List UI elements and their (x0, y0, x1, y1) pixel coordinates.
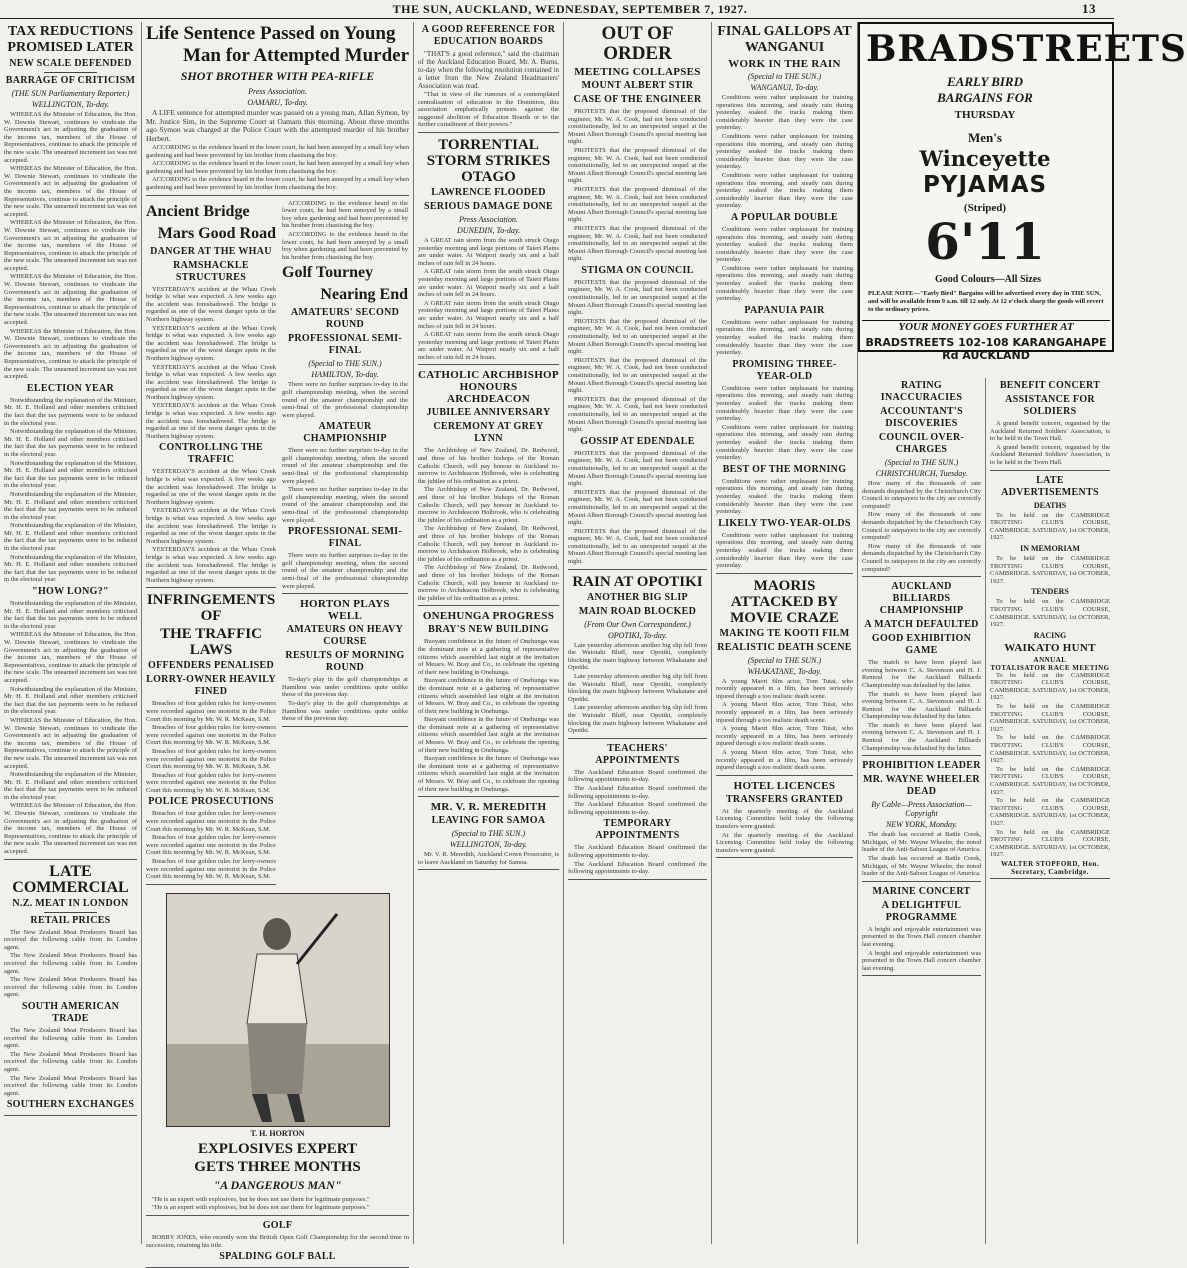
meat-body-2: The New Zealand Meat Producers Board has received the following cable from its London agent. The New Zealand Meat Producers Board has received the following cable from its London agent. The New Zealand Meat Producers Board has received the following cable from its London agent. (4, 1026, 137, 1097)
tax-deck-2: BARRAGE OF CRITICISM (5, 75, 136, 86)
race-meeting: TOTALISATOR RACE MEETING (990, 663, 1110, 672)
licences-story (716, 780, 853, 859)
opotiki-deck-1: ANOTHER BIG SLIP (587, 591, 688, 603)
storm-source: Press Association. (459, 214, 518, 224)
meat-deck: N.Z. MEAT IN LONDON (12, 897, 129, 909)
tax-dateline: WELLINGTON, To-day. (31, 100, 110, 109)
traffic-deck-2: LORRY-OWNER HEAVILY FINED (146, 674, 276, 698)
life-source: Press Association. (248, 87, 307, 96)
bridge-deck-1: DANGER AT THE WHAU (150, 245, 272, 257)
gallops-body-3: Conditions were rather unpleasant for training operations this morning, and steady rain during yesterday soaked the tracks making them considerably heavier than they were the case yesterday. (716, 318, 853, 357)
horton-story (282, 598, 408, 727)
maoris-headline: MAORIS ATTACKED BY MOVIE CRAZE (730, 577, 839, 626)
prohibition-dateline: NEW YORK, Monday. (885, 820, 958, 830)
billiards-story (862, 581, 981, 756)
tax-source: (THE SUN Parliamentary Reporter.) (11, 89, 130, 98)
masthead-dateline: THE SUN, AUCKLAND, WEDNESDAY, SEPTEMBER 7, 1927. (392, 2, 748, 16)
gallops-subhead-4: BEST OF THE MORNING (722, 463, 847, 475)
golf-headline-1: Golf Tourney (282, 264, 374, 282)
meat-story (4, 864, 137, 1117)
rating-source: (Special to THE SUN.) (884, 458, 959, 467)
order-body: PROTESTS that the proposed dismissal of the engineer, Mr. W. A. Cook, had not been conducted constitutionally, led to an unexpected sequel at the Mount Albert Borough Council's special meeting last night. PROTESTS that the proposed dismissal of the engineer, Mr. W. A. Cook, had not been conducted constitutionally, led to an unexpected sequel at the Mount Albert Borough Council's special meeting last night. PROTESTS that the proposed dismissal of the engineer, Mr. W. A. Cook, had not been conducted constitutionally, led to an unexpected sequel at the Mount Albert Borough Council's special meeting last night. PROTESTS that the proposed dismissal of the engineer, Mr. W. A. Cook, had not been conducted constitutionally, led to an unexpected sequel at the Mount Albert Borough Council's special meeting last night. (568, 108, 707, 263)
column-2 (142, 22, 414, 1263)
opotiki-deck-2: MAIN ROAD BLOCKED (578, 605, 697, 617)
bradstreets-advertisement (858, 22, 1187, 362)
meredith-source: (Special to THE SUN.) (451, 829, 526, 839)
storm-deck-1: LAWRENCE FLOODED (431, 186, 546, 198)
explosives-body: "He is an expert with explosives, but he does not use them for legitimate purposes." "He is an expert with explosives, but he does not use them for legitimate purposes." (152, 1195, 370, 1212)
archbishop-deck-1: JUBILEE ANNIVERSARY (426, 407, 551, 419)
column-4 (564, 22, 712, 1244)
ad-note: PLEASE NOTE—"Early Bird" Bargains will be advertised every day in THE SUN, and will be available from 9 a.m. till 12 only. At 12 o'clock sharp the goods will revert to the ordinary prices. (868, 290, 1104, 313)
ad-good-colours: Good Colours—All Sizes (934, 274, 1042, 285)
golf-ad (146, 1220, 409, 1268)
rating-body: How many of the thousands of rate demands dispatched by the Christchurch City Council to ratepayers in the city are correctly computed? How many of the thousands of rate demands dispatched by the Christchurch City Council to ratepayers in the city are correctly computed? How many of the thousands of rate demands dispatched by the Christchurch City Council to ratepayers in the city are correctly computed? (862, 480, 981, 573)
gallops-body: Conditions were rather unpleasant for training operations this morning, and steady rain during yesterday soaked the tracks making them considerably heavier than they were the case yesterday. Conditions were rather unpleasant for training operations this morning, and steady rain during yesterday soaked the tracks making them considerably heavier than they were the case yesterday. Conditions were rather unpleasant for training operations this morning, and steady rain during yesterday soaked the tracks making them considerably heavier than they were the case yesterday. (716, 94, 853, 210)
ad-price: 6'11 (925, 212, 1045, 271)
billiards-deck-2: GOOD EXHIBITION GAME (871, 633, 972, 657)
column-6a (858, 378, 986, 1244)
ad-pyjamas: PYJAMAS (922, 172, 1048, 198)
page-number: 13 (1082, 1, 1096, 16)
concert-body: A bright and enjoyable entertainment was presented in the Town Hall concert chamber last evening. A bright and enjoyable entertainment was presented in the Town Hall concert chamber last evening. (862, 925, 981, 972)
order-body-2: PROTESTS that the proposed dismissal of the engineer, Mr. W. A. Cook, had not been conducted constitutionally, led to an unexpected sequel at the Mount Albert Borough Council's special meeting last night. PROTESTS that the proposed dismissal of the engineer, Mr. W. A. Cook, had not been conducted constitutionally, led to an unexpected sequel at the Mount Albert Borough Council's special meeting last night. PROTESTS that the proposed dismissal of the engineer, Mr. W. A. Cook, had not been conducted constitutionally, led to an unexpected sequel at the Mount Albert Borough Council's special meeting last night. PROTESTS that the proposed dismissal of the engineer, Mr. W. A. Cook, had not been conducted constitutionally, led to an unexpected sequel at the Mount Albert Borough Council's special meeting last night. (568, 278, 707, 434)
onehunga-story (418, 610, 559, 797)
golf-ad-footer: SPALDING GOLF BALL (219, 1251, 336, 1263)
teachers-headline: TEACHERS' APPOINTMENTS (595, 742, 680, 766)
onehunga-body: Buoyant confidence in the future of Onehunga was the dominant note at a gathering of representative citizens which assembled last night at the invitation of Messrs. W. Bray and Co., to celebrate the opening of their new building in Onehunga. Buoyant confidence in the future of Onehunga was the dominant note at a gathering of representative citizens which assembled last night at the invitation of Messrs. W. Bray and Co., to celebrate the opening of their new building in Onehunga. Buoyant confidence in the future of Onehunga was the dominant note at a gathering of representative citizens which assembled last night at the invitation of Messrs. W. Bray and Co., to celebrate the opening of their new building in Onehunga. Buoyant confidence in the future of Onehunga was the dominant note at a gathering of representative citizens which assembled last night at the invitation of Messrs. W. Bray and Co., to celebrate the opening of their new building in Onehunga. (418, 638, 559, 793)
teachers-story (568, 743, 707, 880)
rating-headline: RATING INACCURACIES (880, 380, 963, 403)
golf-story (282, 263, 408, 594)
storm-story (418, 137, 559, 366)
concert-headline: MARINE CONCERT (872, 885, 971, 897)
billiards-headline: AUCKLAND BILLIARDS CHAMPIONSHIP (879, 581, 964, 617)
life-headline-2: Man for Attempted Murder (182, 45, 409, 66)
deaths-heading: DEATHS (1033, 500, 1067, 510)
meat-subhead: RETAIL PRICES (30, 914, 111, 926)
life-sentence-story (146, 24, 409, 196)
prohibition-deck: MR. WAYNE WHEELER DEAD (863, 774, 980, 798)
archbishop-deck-2: CEREMONY AT GREY LYNN (433, 421, 544, 445)
bridge-deck-2: RAMSHACKLE STRUCTURES (173, 259, 249, 283)
horton-deck: AMATEURS ON HEAVY COURSE (286, 624, 404, 648)
gallops-body-2: Conditions were rather unpleasant for training operations this morning, and steady rain during yesterday soaked the tracks making them considerably heavier than they were the case yesterday. Conditions were rather unpleasant for training operations this morning, and steady rain during yesterday soaked the tracks making them considerably heavier than they were the case yesterday. (716, 225, 853, 303)
annual-label: ANNUAL (1033, 655, 1067, 664)
teachers-subhead: TEMPORARY APPOINTMENTS (595, 818, 680, 842)
life-headline-1: Life Sentence Passed on Young (146, 23, 396, 44)
tenders-body: To be held on the CAMBRIDGE TROTTING CLUB'S COURSE, CAMBRIDGE. SATURDAY, 1st OCTOBER, 1927. (990, 598, 1110, 629)
golf-deck-2: PROFESSIONAL SEMI-FINAL (287, 333, 403, 357)
prohibition-headline: PROHIBITION LEADER (862, 760, 981, 772)
opotiki-headline: RAIN AT OPOTIKI (572, 573, 703, 590)
billiards-body: The match to have been played last evening between C. A. Stevenson and H. J. Rentoul for the Auckland Billiards Championship was defaulted by the latter. The match to have been played last evening between C. A. Stevenson and H. J. Rentoul for the Auckland Billiards Championship was defaulted by the latter. The match to have been played last evening between C. A. Stevenson and H. J. Rentoul for the Auckland Billiards Championship was defaulted by the latter. (862, 659, 981, 752)
ad-mens: Men's (968, 130, 1002, 145)
meredith-body: Mr. V. R. Meredith, Auckland Crown Prosecutor, is to leave Auckland on Saturday for Samoa. (418, 851, 559, 866)
bridge-story (146, 202, 276, 589)
onehunga-deck: BRAY'S NEW BUILDING (428, 624, 549, 636)
maoris-body: A young Maori film actor, Tom Tutai, who recently appeared in a film, has been seriously injured through a too realistic death scene. A young Maori film actor, Tom Tutai, who recently appeared in a film, has been seriously injured through a too realistic death scene. A young Maori film actor, Tom Tutai, who recently appeared in a film, has been seriously injured through a too realistic death scene. A young Maori film actor, Tom Tutai, who recently appeared in a film, has been seriously injured through a too realistic death scene. (716, 677, 853, 772)
explosives-story (146, 1141, 409, 1216)
tax-body-3: Notwithstanding the explanation of the Minister, Mr. H. E. Holland and other members criticised the fact that the tax payments were to be reduced in the electoral year. WHEREAS the Minister of Education, the Hon. W. Downie Stewart, continues to vindicate the Government's act in adjusting the graduation of the income tax, members of the House of Representatives, continue to attack the principle of the new scale. The unearned increment tax was not accepted. Notwithstanding the explanation of the Minister, Mr. H. E. Holland and other members criticised the fact that the tax payments were to be reduced in the electoral year. WHEREAS the Minister of Education, the Hon. W. Downie Stewart, continues to vindicate the Government's act in adjusting the graduation of the income tax, members of the House of Representatives, continue to attack the principle of the new scale. The unearned increment tax was not accepted. Notwithstanding the explanation of the Minister, Mr. H. E. Holland and other members criticised the fact that the tax payments were to be reduced in the electoral year. WHEREAS the Minister of Education, the Hon. W. Downie Stewart, continues to vindicate the Government's act in adjusting the graduation of the income tax, members of the House of Representatives, continue to attack the principle of the new scale. The unearned increment tax was not accepted. (4, 600, 137, 856)
gallops-source: (Special to THE SUN.) (747, 72, 822, 81)
horton-deck-2: RESULTS OF MORNING ROUND (285, 650, 405, 674)
column-3 (414, 22, 564, 1244)
ad-day: THURSDAY (954, 109, 1016, 121)
opotiki-story (568, 574, 707, 739)
order-deck-2: MOUNT ALBERT STIR (581, 80, 694, 91)
tax-subhead-election: ELECTION YEAR (26, 382, 115, 394)
column-6-lower (858, 378, 1114, 1244)
gallops-subhead-3: PROMISING THREE-YEAR-OLD (732, 358, 837, 382)
order-body-3: PROTESTS that the proposed dismissal of the engineer, Mr. W. A. Cook, had not been conducted constitutionally, led to an unexpected sequel at the Mount Albert Borough Council's special meeting last night. PROTESTS that the proposed dismissal of the engineer, Mr. W. A. Cook, had not been conducted constitutionally, led to an unexpected sequel at the Mount Albert Borough Council's special meeting last night. PROTESTS that the proposed dismissal of the engineer, Mr. W. A. Cook, had not been conducted constitutionally, led to an unexpected sequel at the Mount Albert Borough Council's special meeting last night. (568, 449, 707, 566)
concert-deck: A DELIGHTFUL PROGRAMME (881, 899, 962, 923)
golf-subhead-professional: PROFESSIONAL SEMI-FINAL (287, 526, 403, 550)
golf-ad-body: BOBBY JONES, who recently won the British Open Golf Championship for the second time in succession, retaining his title. (146, 1234, 409, 1249)
gallops-story (716, 24, 853, 574)
order-story (568, 24, 707, 570)
teachers-body-2: The Auckland Education Board confirmed the following appointments to-day. The Auckland Education Board confirmed the following appointments to-day. (568, 844, 707, 876)
reference-body: "That in view of the rumours of a contemplated centralisation of education in the Dominion, this association emphatically protests against the suggested abolition of Education Boards or to the further curtailment of their powers." (418, 91, 559, 129)
gallops-subhead-5: LIKELY TWO-YEAR-OLDS (718, 517, 851, 529)
order-headline: OUT OF ORDER (601, 23, 674, 64)
golf-subhead-amateur: AMATEUR CHAMPIONSHIP (303, 421, 387, 445)
reference-story (418, 24, 559, 133)
masthead (0, 0, 1114, 19)
waikato-hunt: WAIKATO HUNT (1004, 641, 1096, 654)
tax-deck-1: NEW SCALE DEFENDED (9, 58, 132, 69)
column-5 (712, 22, 858, 1244)
bridge-body: YESTERDAY'S accident at the Whau Creek bridge is what was expected. A few weeks ago the accident was foreshadowed. The bridge is regarded as one of the worst danger spots in the Northern highway system. YESTERDAY'S accident at the Whau Creek bridge is what was expected. A few weeks ago the accident was foreshadowed. The bridge is regarded as one of the worst danger spots in the Northern highway system. YESTERDAY'S accident at the Whau Creek bridge is what was expected. A few weeks ago the accident was foreshadowed. The bridge is regarded as one of the worst danger spots in the Northern highway system. YESTERDAY'S accident at the Whau Creek bridge is what was expected. A few weeks ago the accident was foreshadowed. The bridge is regarded as one of the worst danger spots in the Northern highway system. (146, 285, 276, 440)
life-body-continued: ACCORDING to the evidence heard in the lower court, he had been annoyed by a small boy when gardening and had been prevented by his brother from chastising the boy. ACCORDING to the evidence heard in the lower court, he had been annoyed by a small boy when gardening and had been prevented by his brother from chastising the boy. (282, 199, 408, 261)
racing-heading: RACING (1033, 630, 1067, 640)
tax-body-2: Notwithstanding the explanation of the Minister, Mr. H. E. Holland and other members criticised the fact that the tax payments were to be reduced in the electoral year. Notwithstanding the explanation of the Minister, Mr. H. E. Holland and other members criticised the fact that the tax payments were to be reduced in the electoral year. Notwithstanding the explanation of the Minister, Mr. H. E. Holland and other members criticised the fact that the tax payments were to be reduced in the electoral year. Notwithstanding the explanation of the Minister, Mr. H. E. Holland and other members criticised the fact that the tax payments were to be reduced in the electoral year. Notwithstanding the explanation of the Minister, Mr. H. E. Holland and other members criticised the fact that the tax payments were to be reduced in the electoral year. Notwithstanding the explanation of the Minister, Mr. H. E. Holland and other members criticised the fact that the tax payments were to be reduced in the electoral year. (4, 396, 137, 584)
traffic-subhead: POLICE PROSECUTIONS (148, 796, 274, 808)
explosives-headline-2: GETS THREE MONTHS (194, 1158, 361, 1175)
golf-source: (Special to THE SUN.) (308, 359, 382, 369)
bridge-headline-2: Mars Good Road (157, 224, 276, 242)
tenders-heading: TENDERS (1031, 587, 1069, 597)
meat-footer: SOUTHERN EXCHANGES (6, 1099, 135, 1111)
gallops-body-6: Conditions were rather unpleasant for training operations this morning, and steady rain during yesterday soaked the tracks making them considerably heavier than they were the case yesterday. (716, 531, 853, 570)
gallops-dateline: WANGANUI, To-day. (750, 83, 819, 92)
traffic-story (146, 592, 276, 884)
bridge-subhead: CONTROLLING THE TRAFFIC (158, 442, 264, 466)
late-ads (990, 475, 1110, 879)
life-body: ACCORDING to the evidence heard in the lower court, he had been annoyed by a small boy when gardening and had been prevented by his brother from chastising the boy. ACCORDING to the evidence heard in the lower court, he had been annoyed by a small boy when gardening and had been prevented by his brother from chastising the boy. ACCORDING to the evidence heard in the lower court, he had been annoyed by a small boy when gardening and had been prevented by his brother from chastising the boy. (146, 144, 409, 191)
gallops-body-4: Conditions were rather unpleasant for training operations this morning, and steady rain during yesterday soaked the tracks making them considerably heavier than they were the case yesterday. Conditions were rather unpleasant for training operations this morning, and steady rain during yesterday soaked the tracks making them considerably heavier than they were the case yesterday. (716, 384, 853, 462)
onehunga-headline: ONEHUNGA PROGRESS (422, 610, 555, 623)
golf-deck-1: AMATEURS' SECOND ROUND (290, 307, 400, 331)
life-dateline: OAMARU, To-day. (247, 98, 308, 107)
bridge-body-2: YESTERDAY'S accident at the Whau Creek bridge is what was expected. A few weeks ago the accident was foreshadowed. The bridge is regarded as one of the worst danger spots in the Northern highway system. YESTERDAY'S accident at the Whau Creek bridge is what was expected. A few weeks ago the accident was foreshadowed. The bridge is regarded as one of the worst danger spots in the Northern highway system. YESTERDAY'S accident at the Whau Creek bridge is what was expected. A few weeks ago the accident was foreshadowed. The bridge is regarded as one of the worst danger spots in the Northern highway system. (146, 468, 276, 584)
golf-body-2: There were no further surprises to-day in the golf championship meeting, when the second round of the amateur championship and the semi-final of the professional championship were played. There were no further surprises to-day in the golf championship meeting, when the second round of the amateur championship and the semi-final of the professional championship were played. (282, 447, 408, 524)
order-subhead-gossip: GOSSIP AT EDENDALE (580, 435, 695, 447)
traffic-body: Breaches of four golden rules for lorry-owners were recorded against one motorist in the Police Court this morning by Mr. W. R. McKean, S.M. Breaches of four golden rules for lorry-owners were recorded against one motorist in the Police Court this morning by Mr. W. R. McKean, S.M. Breaches of four golden rules for lorry-owners were recorded against one motorist in the Police Court this morning by Mr. W. R. McKean, S.M. Breaches of four golden rules for lorry-owners were recorded against one motorist in the Police Court this morning by Mr. W. R. McKean, S.M. (146, 700, 276, 794)
deaths-body: To be held on the CAMBRIDGE TROTTING CLUB'S COURSE, CAMBRIDGE. SATURDAY, 1st OCTOBER, 1927. (990, 511, 1110, 542)
life-deck: SHOT BROTHER WITH PEA-RIFLE (180, 69, 375, 83)
tax-headline: TAX REDUCTIONS PROMISED LATER (7, 24, 134, 55)
explosives-headline-1: EXPLOSIVES EXPERT (197, 1140, 358, 1157)
traffic-headline-1: INFRINGEMENTS OF (146, 592, 276, 625)
meredith-headline: MR. V. R. MEREDITH (430, 801, 547, 814)
ad-brand: BRADSTREETS (866, 28, 1187, 70)
benefit-story (990, 380, 1110, 471)
memoriam-heading: IN MEMORIAM (1020, 543, 1080, 553)
meat-headline: LATE COMMERCIAL (12, 862, 129, 896)
concert-story (862, 886, 981, 977)
ad-striped: (Striped) (963, 202, 1007, 214)
explosives-deck: "A DANGEROUS MAN" (213, 1177, 342, 1192)
ad-early-bird: EARLY BIRD BARGAINS FOR (937, 74, 1033, 105)
reference-quote: "THAT'S a good reference," said the chairman of the Auckland Education Board, Mr. A. Burns, to-day when the following resolution contained in a letter from the New Zealand Headmasters' Association was read. (418, 50, 559, 90)
meredith-story (418, 801, 559, 870)
maoris-dateline: WHAKATANE, To-day. (747, 666, 822, 676)
opotiki-body: Late yesterday afternoon another big slip fell from the Waiotahi Bluff, near Opotiki, completely blocking the main highway between Whakatane and Opotiki. Late yesterday afternoon another big slip fell from the Waiotahi Bluff, near Opotiki, completely blocking the main highway between Whakatane and Opotiki. Late yesterday afternoon another big slip fell from the Waiotahi Bluff, near Opotiki, completely blocking the main highway between Whakatane and Opotiki. (568, 641, 707, 735)
column-1 (0, 22, 142, 1244)
ad-winceyette: Winceyette (919, 146, 1051, 171)
secretary: WALTER STOPFORD, Hon. Secretary, Cambridge. (1000, 859, 1100, 876)
ad-address: BRADSTREETS 102-108 KARANGAHAPE Rd AUCKLAND (865, 336, 1107, 362)
maoris-deck-1: MAKING TE KOOTI FILM (719, 627, 850, 639)
column-6b (986, 378, 1114, 1244)
reference-headline: A GOOD REFERENCE FOR EDUCATION BOARDS (421, 24, 556, 47)
tax-body: WHEREAS the Minister of Education, the Hon. W. Downie Stewart, continues to vindicate the Government's act in adjusting the graduation of the income tax, members of the House of Representatives, continue to attack the principle of the new scale. The unearned increment tax was not accepted. WHEREAS the Minister of Education, the Hon. W. Downie Stewart, continues to vindicate the Government's act in adjusting the graduation of the income tax, members of the House of Representatives, continue to attack the principle of the new scale. The unearned increment tax was not accepted. WHEREAS the Minister of Education, the Hon. W. Downie Stewart, continues to vindicate the Government's act in adjusting the graduation of the income tax, members of the House of Representatives, continue to attack the principle of the new scale. The unearned increment tax was not accepted. WHEREAS the Minister of Education, the Hon. W. Downie Stewart, continues to vindicate the Government's act in adjusting the graduation of the income tax, members of the House of Representatives, continue to attack the principle of the new scale. The unearned increment tax was not accepted. WHEREAS the Minister of Education, the Hon. W. Downie Stewart, continues to vindicate the Government's act in adjusting the graduation of the income tax, members of the House of Representatives, continue to attack the principle of the new scale. The unearned increment tax was not accepted. (4, 111, 137, 381)
rating-deck-1: ACCOUNTANT'S DISCOVERIES (880, 406, 963, 429)
maoris-deck-2: REALISTIC DEATH SCENE (717, 641, 852, 653)
photo-caption: T. H. HORTON (250, 1128, 305, 1138)
rating-story (862, 380, 981, 577)
order-deck-3: CASE OF THE ENGINEER (573, 94, 702, 105)
late-ads-headline: LATE ADVERTISEMENTS (1001, 474, 1099, 498)
gallops-headline: FINAL GALLOPS AT WANGANUI (717, 24, 852, 55)
prohibition-source: By Cable—Press Association—Copyright (871, 800, 972, 819)
traffic-headline-2: THE TRAFFIC LAWS (160, 626, 262, 659)
ad-money-line: YOUR MONEY GOES FURTHER AT (862, 320, 1110, 333)
meredith-deck: LEAVING FOR SAMOA (431, 815, 546, 827)
rating-dateline: CHRISTCHURCH, Tuesday. (875, 469, 968, 478)
opotiki-source: (From Our Own Correspondent.) (584, 619, 691, 629)
licences-body: At the quarterly meeting of the Auckland Licensing Committee held today the following transfers were granted. At the quarterly meeting of the Auckland Licensing Committee held today the following transfers were granted. (716, 807, 853, 854)
prohibition-story (862, 760, 981, 882)
gallops-subhead-1: A POPULAR DOUBLE (730, 211, 839, 223)
licences-deck: TRANSFERS GRANTED (725, 793, 844, 805)
golf-headline-2: Nearing End (320, 286, 408, 304)
storm-headline: TORRENTIAL STORM STRIKES OTAGO (426, 136, 551, 185)
storm-body: A GREAT rain storm from the south struck Otago yesterday morning and large portions of Taieri Plains are under water. At Waipori nearly six and a half inches of rain fell in 24 hours. A GREAT rain storm from the south struck Otago yesterday morning and large portions of Taieri Plains are under water. At Waipori nearly six and a half inches of rain fell in 24 hours. A GREAT rain storm from the south struck Otago yesterday morning and large portions of Taieri Plains are under water. At Waipori nearly six and a half inches of rain fell in 24 hours. A GREAT rain storm from the south struck Otago yesterday morning and large portions of Taieri Plains are under water. At Waipori nearly six and a half inches of rain fell in 24 hours. (418, 236, 559, 361)
storm-dateline: DUNEDIN, To-day. (456, 225, 521, 235)
opotiki-dateline: OPOTIKI, To-day. (607, 630, 668, 640)
meat-subhead-south-america: SOUTH AMERICAN TRADE (21, 1000, 120, 1024)
meredith-dateline: WELLINGTON, To-day. (449, 840, 528, 850)
prohibition-body: The death has occurred at Battle Creek, Michigan, of Mr. Wayne Wheeler, the noted leader of the Anti-Saloon League of America. The death has occurred at Battle Creek, Michigan, of Mr. Wayne Wheeler, the noted leader of the Anti-Saloon League of America. (862, 831, 981, 878)
storm-deck-2: SERIOUS DAMAGE DONE (423, 200, 554, 212)
teachers-body: The Auckland Education Board confirmed the following appointments to-day. The Auckland Education Board confirmed the following appointments to-day. The Auckland Education Board confirmed the following appointments to-day. (568, 768, 707, 816)
order-subhead-stigma: STIGMA ON COUNCIL (581, 264, 694, 276)
gallops-subhead-2: PAPANUIA PAIR (744, 304, 825, 316)
rating-deck-2: COUNCIL OVER-CHARGES (878, 432, 965, 455)
bridge-headline-1: Ancient Bridge (146, 202, 250, 220)
horton-body: To-day's play in the golf championships at Hamilton was under conditions quite unlike those of the previous day. To-day's play in the golf championships at Hamilton was under conditions quite unlike those of the previous day. (282, 676, 408, 723)
golf-body-3: There were no further surprises to-day in the golf championship meeting, when the second round of the amateur championship and the semi-final of the professional championship were played. (282, 552, 408, 590)
golf-dateline: HAMILTON, To-day. (311, 370, 379, 380)
archbishop-body: The Archbishop of New Zealand, Dr. Redwood, and three of his brother bishops of the Roman Catholic Church, will pay honour in Auckland to-morrow to Archdeacon Holbrook, who is celebrating the jubilee of his ordination as a priest. The Archbishop of New Zealand, Dr. Redwood, and three of his brother bishops of the Roman Catholic Church, will pay honour in Auckland to-morrow to Archdeacon Holbrook, who is celebrating the jubilee of his ordination as a priest. The Archbishop of New Zealand, Dr. Redwood, and three of his brother bishops of the Roman Catholic Church, will pay honour in Auckland to-morrow to Archdeacon Holbrook, who is celebrating the jubilee of his ordination as a priest. The Archbishop of New Zealand, Dr. Redwood, and three of his brother bishops of the Roman Catholic Church, will pay honour in Auckland to-morrow to Archdeacon Holbrook, who is celebrating the jubilee of his ordination as a priest. (418, 447, 559, 602)
maoris-story (716, 578, 853, 776)
traffic-body-2: Breaches of four golden rules for lorry-owners were recorded against one motorist in the Police Court this morning by Mr. W. R. McKean, S.M. Breaches of four golden rules for lorry-owners were recorded against one motorist in the Police Court this morning by Mr. W. R. McKean, S.M. Breaches of four golden rules for lorry-owners were recorded against one motorist in the Police Court this morning by Mr. W. R. McKean, S.M. (146, 810, 276, 881)
golf-section: GOLF (262, 1220, 293, 1231)
meat-body: The New Zealand Meat Producers Board has received the following cable from its London agent. The New Zealand Meat Producers Board has received the following cable from its London agent. The New Zealand Meat Producers Board has received the following cable from its London agent. (4, 928, 137, 999)
gallops-deck: WORK IN THE RAIN (728, 58, 841, 70)
archbishop-headline: CATHOLIC ARCHBISHOP HONOURS ARCHDEACON (418, 369, 559, 406)
order-deck-1: MEETING COLLAPSES (574, 66, 701, 78)
maoris-source: (Special to THE SUN.) (747, 655, 822, 665)
archbishop-story (418, 369, 559, 606)
life-lead: A LIFE sentence for attempted murder was passed on a young man, Allan Symon, by Mr. Justice Sim, in the Supreme Court at Oamaru this morning. About three months ago Symon was charged at the Police Court with the attempted murder of his brother Herbert. (146, 108, 409, 143)
licences-headline: HOTEL LICENCES (733, 779, 836, 792)
traffic-deck-1: OFFENDERS PENALISED (148, 660, 274, 672)
benefit-headline: BENEFIT CONCERT (999, 380, 1101, 391)
benefit-body: A grand benefit concert, organised by the Auckland Returned Soldiers' Association, is to be held in the Town Hall. A grand benefit concert, organised by the Auckland Returned Soldiers' Association, is to be held in the Town Hall. (990, 420, 1110, 466)
racing-body: To be held on the CAMBRIDGE TROTTING CLUB'S COURSE, CAMBRIDGE. SATURDAY, 1st OCTOBER, 1927. To be held on the CAMBRIDGE TROTTING CLUB'S COURSE, CAMBRIDGE. SATURDAY, 1st OCTOBER, 1927. To be held on the CAMBRIDGE TROTTING CLUB'S COURSE, CAMBRIDGE. SATURDAY, 1st OCTOBER, 1927. To be held on the CAMBRIDGE TROTTING CLUB'S COURSE, CAMBRIDGE. SATURDAY, 1st OCTOBER, 1927. To be held on the CAMBRIDGE TROTTING CLUB'S COURSE, CAMBRIDGE. SATURDAY, 1st OCTOBER, 1927. To be held on the CAMBRIDGE TROTTING CLUB'S COURSE, CAMBRIDGE. SATURDAY, 1st OCTOBER, 1927. (990, 671, 1110, 859)
gallops-body-5: Conditions were rather unpleasant for training operations this morning, and steady rain during yesterday soaked the tracks making them considerably heavier than they were the case yesterday. (716, 477, 853, 516)
tax-subhead-how-long: "HOW LONG?" (32, 586, 109, 598)
benefit-deck: ASSISTANCE FOR SOLDIERS (1005, 394, 1095, 417)
memoriam-body: To be held on the CAMBRIDGE TROTTING CLUB'S COURSE, CAMBRIDGE. SATURDAY, 1st OCTOBER, 1927. (990, 554, 1110, 585)
golf-body: There were no further surprises to-day in the golf championship meeting, when the second round of the amateur championship and the semi-final of the professional championship were played. (282, 381, 408, 419)
billiards-deck-1: A MATCH DEFAULTED (864, 619, 979, 631)
tax-story (4, 24, 137, 860)
golfer-photo (166, 893, 390, 1127)
horton-headline: HORTON PLAYS WELL (300, 598, 390, 623)
